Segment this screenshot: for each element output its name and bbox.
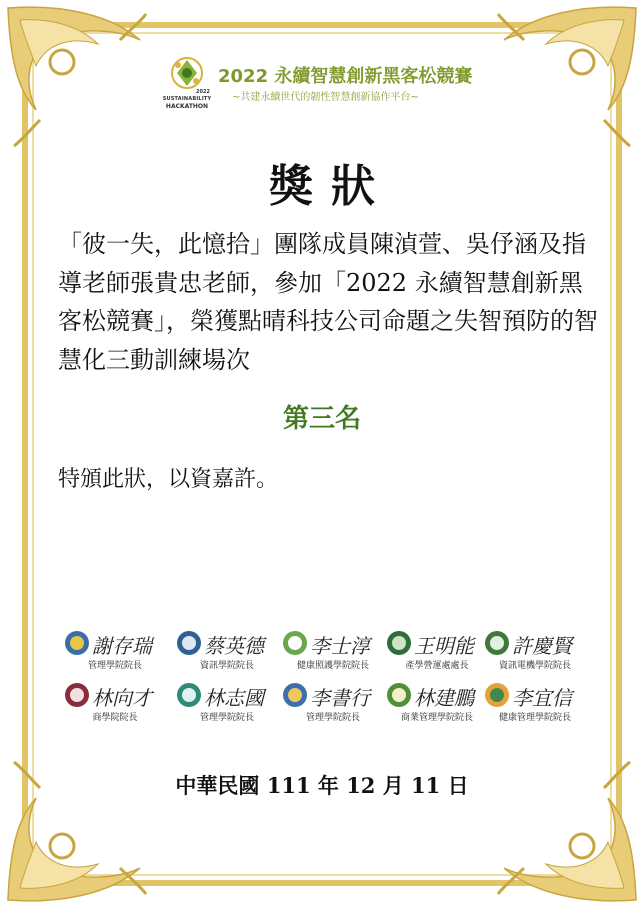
signature: 林志國 (204, 686, 264, 710)
signatory (382, 682, 492, 722)
signatory-title: 健康照護學院院長 (296, 661, 369, 671)
signatory (172, 630, 282, 670)
signatory (172, 682, 282, 722)
signatory-title: 商學院院長 (92, 713, 138, 723)
signatory-title: 管理學院院長 (199, 713, 254, 723)
university-seal-icon (282, 682, 308, 708)
signatory (60, 682, 170, 722)
university-seal-icon (176, 630, 202, 656)
closing-statement: 特頒此狀，以資嘉許。 (58, 467, 279, 492)
university-seal-icon (64, 630, 90, 656)
award-statement: 「彼一失，此憶拾」團隊成員陳湞萱、吳伃涵及指導老師張貴忠老師，參加「2022 永續智慧創新黑客松競賽」，榮獲點晴科技公司命題之失智預防的智慧化三動訓練場次 (58, 230, 598, 374)
logo-text-sustainability: SUSTAINABILITY (162, 96, 212, 102)
university-seal-icon (386, 630, 412, 656)
logo-year: 2022 (196, 89, 210, 95)
signatory-title: 商業管理學院院長 (400, 713, 473, 723)
ornament-corner-icon (0, 0, 150, 150)
signatory (278, 682, 388, 722)
signatory (480, 630, 590, 670)
signature: 王明能 (414, 634, 474, 658)
signatory-title: 管理學院院長 (87, 661, 142, 671)
signatory-title: 資訊電機學院院長 (498, 661, 571, 671)
signatory-title: 產學營運處處長 (405, 661, 469, 671)
university-seal-icon (176, 682, 202, 708)
university-seal-icon (386, 682, 412, 708)
signatory-title: 管理學院院長 (305, 713, 360, 723)
signatory (382, 630, 492, 670)
signature: 許慶賢 (512, 634, 572, 658)
hackathon-logo-icon (170, 56, 204, 90)
signatory-title: 健康管理學院院長 (498, 713, 571, 723)
university-seal-icon (64, 682, 90, 708)
signatory (278, 630, 388, 670)
event-subtitle: ~共建永續世代的韌性智慧創新協作平台~ (232, 92, 419, 103)
university-seal-icon (484, 630, 510, 656)
signatory-title: 資訊學院院長 (199, 661, 254, 671)
certificate-title: 獎狀 (269, 161, 393, 212)
signatory (480, 682, 590, 722)
signature: 林向才 (92, 686, 152, 710)
signature: 李書行 (310, 686, 370, 710)
event-title: 2022 永續智慧創新黑客松競賽 (218, 66, 473, 87)
signature: 李士淳 (310, 634, 370, 658)
prize-rank: 第三名 (282, 404, 361, 434)
ornament-corner-icon (494, 0, 644, 150)
issue-date: 中華民國 111 年 12 月 11 日 (175, 773, 469, 798)
signature: 謝存瑞 (92, 634, 152, 658)
university-seal-icon (484, 682, 510, 708)
hackathon-logo (160, 56, 214, 114)
signature: 李宜信 (512, 686, 572, 710)
signature: 林建鵬 (414, 686, 474, 710)
signature: 蔡英德 (204, 634, 264, 658)
signatory (60, 630, 170, 670)
university-seal-icon (282, 630, 308, 656)
logo-text-hackathon: HACKATHON (165, 103, 209, 110)
